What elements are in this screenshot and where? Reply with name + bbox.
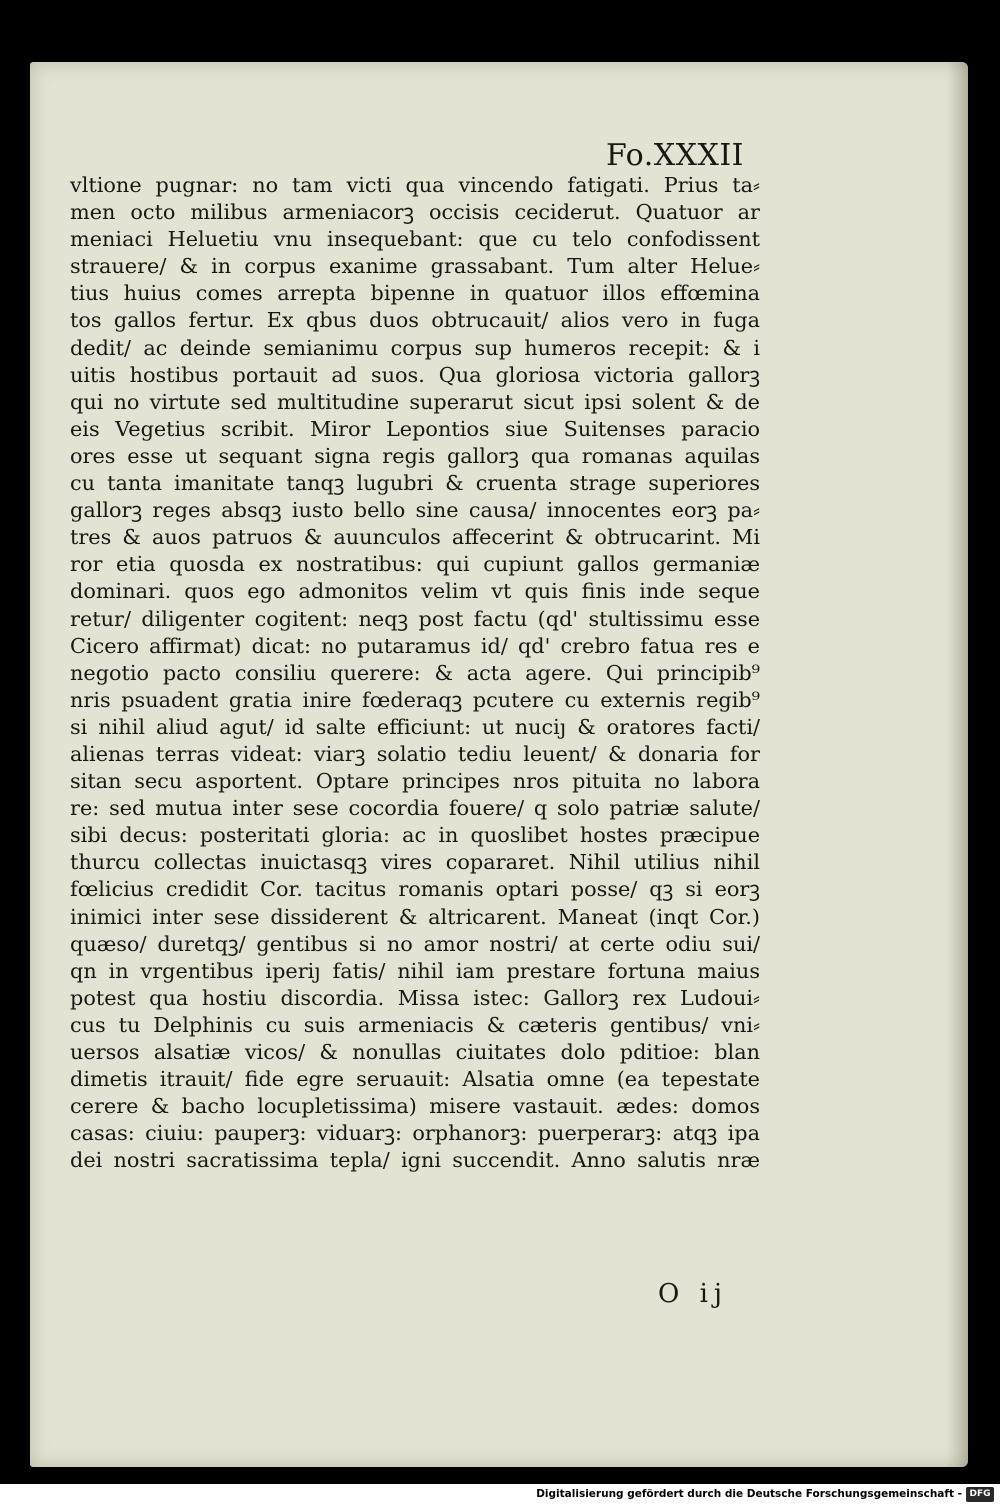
text-line: inimici inter sese dissiderent & altricarent. Maneat (inqt Cor.): [70, 904, 760, 929]
text-line: si nihil aliud agut/ id salte efficiunt: ut nuciȷ & oratores facti/: [70, 714, 760, 739]
text-line: dimetis itrauit/ fide egre seruauit: Alsatia omne (ea tepestate: [70, 1067, 760, 1092]
text-line: meniaci Heluetiu vnu insequebant: que cu telo confodissent: [70, 227, 760, 252]
text-line: strauere/ & in corpus exanime grassabant. Tum alter Helue⸗: [70, 254, 760, 279]
text-line: re: sed mutua inter sese cocordia fouere/ q solo patriæ salute/: [70, 796, 760, 821]
text-line: potest qua hostiu discordia. Missa istec: Gallorꝫ rex Ludoui⸗: [70, 985, 760, 1010]
digitization-footer: [0, 1484, 1000, 1506]
text-line: uitis hostibus portauit ad suos. Qua gloriosa victoria gallorꝫ: [70, 362, 760, 387]
text-line: thurcu collectas inuictasqꝫ vires copararet. Nihil utilius nihil: [70, 850, 760, 875]
text-line: cerere & bacho locupletissima) misere vastauit. ædes: domos: [70, 1094, 760, 1119]
text-line: casas: ciuiu: pauperꝫ: viduarꝫ: orphanorꝫ: puerperarꝫ: atqꝫ ipa: [70, 1121, 760, 1146]
text-line: sibi decus: posteritati gloria: ac in quoslibet hostes præcipue: [70, 823, 760, 848]
text-line: dedit/ ac deinde semianimu corpus sup humeros recepit: & i: [70, 335, 760, 360]
folio-number: Fo.XXXII: [606, 138, 745, 173]
funding-credit: Digitalisierung gefördert durch die Deutsche Forschungsgemeinschaft -: [536, 1488, 962, 1500]
text-line: retur/ diligenter cogitent: neqꝫ post factu (qd' stultissimu esse: [70, 606, 760, 631]
text-line: vltione pugnar: no tam victi qua vincendo fatigati. Prius ta⸗: [70, 173, 760, 197]
text-line: uersos alsatiæ vicos/ & nonullas ciuitates dolo pditioe: blan: [70, 1040, 760, 1064]
text-line: dominari. quos ego admonitos velim vt quis finis inde seque: [70, 579, 760, 604]
text-line: fœlicius credidit Cor. tacitus romanis optari posse/ qꝫ si eorꝫ: [70, 877, 760, 902]
text-line: Cicero affirmat) dicat: no putaramus id/ qd' crebro fatua res e: [70, 633, 760, 658]
text-line: tius huius comes arrepta bipenne in quatuor illos effœmina: [70, 281, 760, 306]
text-line: qui no virtute sed multitudine superarut sicut ipsi solent & de: [70, 389, 760, 414]
text-line: men octo milibus armeniacorꝫ occisis ceciderut. Quatuor ar: [70, 200, 760, 225]
signature-mark: O ij: [658, 1279, 728, 1309]
text-line: dei nostri sacratissima tepla/ igni succendit. Anno salutis nræ: [70, 1148, 760, 1173]
text-line: ores esse ut sequant signa regis gallorꝫ qua romanas aquilas: [70, 443, 760, 468]
dfg-logo: DFG: [966, 1487, 994, 1502]
text-line: negotio pacto consiliu querere: & acta agere. Qui principib⁹: [70, 660, 760, 685]
text-line: ror etia quosda ex nostratibus: qui cupiunt gallos germaniæ: [70, 552, 760, 577]
text-line: cus tu Delphinis cu suis armeniacis & cæteris gentibus/ vni⸗: [70, 1012, 760, 1037]
text-line: sitan secu asportent. Optare principes nros pituita no labora: [70, 769, 760, 794]
text-line: gallorꝫ reges absqꝫ iusto bello sine causa/ innocentes eorꝫ pa⸗: [70, 498, 760, 523]
text-line: eis Vegetius scribit. Miror Lepontios siue Suitenses paracio: [70, 416, 760, 441]
text-line: tres & auos patruos & auunculos affecerint & obtrucarint. Mi: [70, 525, 760, 550]
text-line: qn in vrgentibus iperiȷ fatis/ nihil iam prestare fortuna maius: [70, 958, 760, 983]
text-line: nris psuadent gratia inire fœderaqꝫ pcutere cu externis regib⁹: [70, 687, 760, 712]
text-line: cu tanta imanitate tanqꝫ lugubri & cruenta strage superiores: [70, 471, 760, 496]
body-text: [70, 172, 760, 1174]
text-line: quæso/ duretqꝫ/ gentibus si no amor nostri/ at certe odiu sui/: [70, 931, 760, 956]
text-line: tos gallos fertur. Ex qbus duos obtrucauit/ alios vero in fuga: [70, 308, 760, 333]
text-line: alienas terras videat: viarꝫ solatio tediu leuent/ & donaria for: [70, 741, 760, 766]
